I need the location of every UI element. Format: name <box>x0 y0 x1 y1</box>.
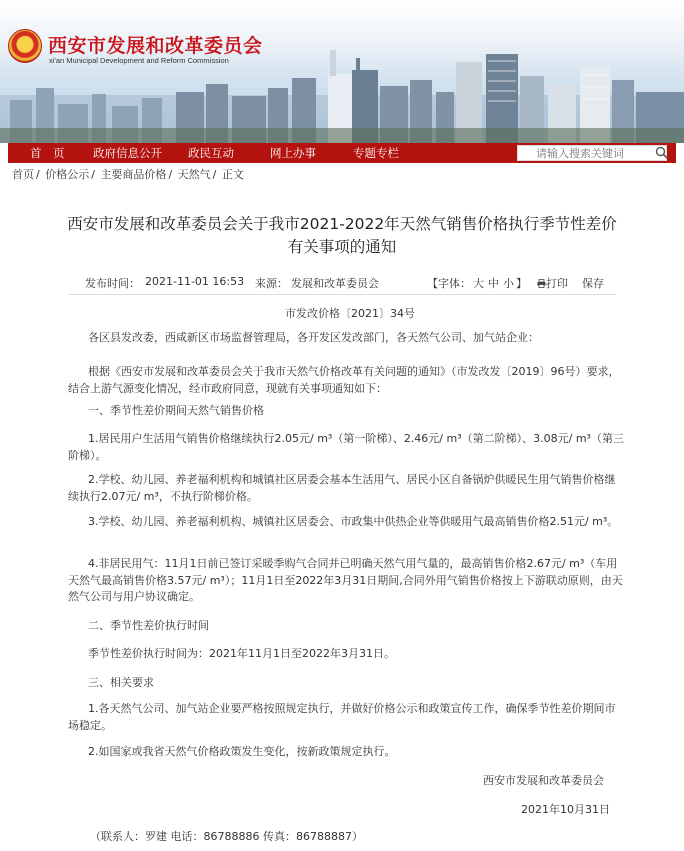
breadcrumb-separator: / <box>168 168 173 181</box>
breadcrumb-current: 正文 <box>221 168 244 181</box>
source-value: 发展和改革委员会 <box>291 277 379 290</box>
breadcrumb-home[interactable]: 首页 <box>12 168 34 181</box>
document-number: 市发改价格〔2021〕34号 <box>285 307 415 320</box>
article-paragraph: 4.非居民用气：11月1日前已签订采暖季购气合同并已明确天然气用气量的，最高销售价格2.67元/ m³（车用天然气最高销售价格3.57元/ m³）；11月1日至2022年3月31日期间,合同外用气销售价格按上下游联动原则，由天然气公司与用户协议确定。 <box>68 557 623 603</box>
breadcrumb-natural-gas[interactable]: 天然气 <box>177 168 211 181</box>
breadcrumb-main-goods-price[interactable]: 主要商品价格 <box>100 168 167 181</box>
site-subtitle: xi'an Municipal Development and Reform Commission <box>49 56 229 65</box>
search-icon[interactable] <box>654 145 670 161</box>
font-size-small-button[interactable]: 小 <box>503 277 514 290</box>
breadcrumb <box>12 166 246 182</box>
city-skyline-image <box>0 0 684 143</box>
search-input[interactable] <box>517 145 667 161</box>
nav-item-gov-info[interactable]: 政府信息公开 <box>93 146 162 160</box>
printer-icon <box>537 279 546 288</box>
article-paragraph: 各区县发改委，西咸新区市场监督管理局，各开发区发改部门，各天然气公司、加气站企业： <box>88 331 539 344</box>
nav-item-online-services[interactable]: 网上办事 <box>270 146 316 160</box>
font-size-medium-button[interactable]: 中 <box>488 277 499 290</box>
breadcrumb-separator: / <box>36 168 40 181</box>
breadcrumb-separator: / <box>91 168 95 181</box>
publish-time-label: 发布时间： <box>85 277 140 290</box>
font-size-large-button[interactable]: 大 <box>473 277 484 290</box>
contact-info: （联系人：罗建 电话：86788886 传真：86788887） <box>90 830 363 843</box>
print-label: 打印 <box>546 277 568 290</box>
article-section-heading: 三、相关要求 <box>88 676 154 689</box>
meta-divider <box>68 294 616 295</box>
article-section-heading: 一、季节性差价期间天然气销售价格 <box>88 404 264 417</box>
article-title: 西安市发展和改革委员会关于我市2021-2022年天然气销售价格执行季节性差价有关事项的通知 <box>67 215 617 256</box>
breadcrumb-separator: / <box>212 168 217 181</box>
nav-item-special-topics[interactable]: 专题专栏 <box>353 146 399 160</box>
article-paragraph: 1.居民用户生活用气销售价格继续执行2.05元/ m³（第一阶梯）、2.46元/ m³（第二阶梯）、3.08元/ m³（第三阶梯）。 <box>68 432 624 462</box>
article-paragraph: 季节性差价执行时间为：2021年11月1日至2022年3月31日。 <box>88 647 395 660</box>
issue-date: 2021年10月31日 <box>521 803 610 816</box>
publish-time: 2021-11-01 16:53 <box>145 275 245 288</box>
nav-item-home[interactable]: 首 页 <box>30 146 65 160</box>
article-meta <box>68 275 620 293</box>
national-emblem-logo <box>8 29 42 63</box>
site-title: 西安市发展和改革委员会 <box>48 35 263 57</box>
main-nav <box>8 143 676 163</box>
font-size-control <box>427 275 527 291</box>
article-section-heading: 二、季节性差价执行时间 <box>88 619 209 632</box>
nav-item-interaction[interactable]: 政民互动 <box>188 146 234 160</box>
font-size-bracket: 】 <box>516 277 527 290</box>
header-banner <box>0 0 684 143</box>
article-paragraph: 2.学校、幼儿园、养老福利机构和城镇社区居委会基本生活用气、居民小区自备锅炉供暖民生用气销售价格继续执行2.07元/ m³，不执行阶梯价格。 <box>68 473 616 503</box>
font-size-label: 【字体： <box>427 277 471 290</box>
save-button[interactable]: 保存 <box>582 277 604 290</box>
article-paragraph: 1.各天然气公司、加气站企业要严格按照规定执行，并做好价格公示和政策宣传工作，确保季节性差价期间市场稳定。 <box>68 702 616 732</box>
print-button[interactable] <box>537 275 568 291</box>
article-paragraph: 3.学校、幼儿园、养老福利机构、城镇社区居委会、市政集中供热企业等供暖用气最高销售价格2.51元/ m³。 <box>88 515 619 528</box>
breadcrumb-price-publicity[interactable]: 价格公示 <box>45 168 90 181</box>
source-label: 来源： <box>255 277 288 290</box>
signature: 西安市发展和改革委员会 <box>483 774 604 787</box>
article-paragraph: 根据《西安市发展和改革委员会关于我市天然气价格改革有关问题的通知》（市发改发〔2019〕96号）要求，结合上游气源变化情况，经市政府同意，现就有关事项通知如下： <box>68 365 620 395</box>
article-paragraph: 2.如国家或我省天然气价格政策发生变化，按新政策规定执行。 <box>88 745 396 758</box>
